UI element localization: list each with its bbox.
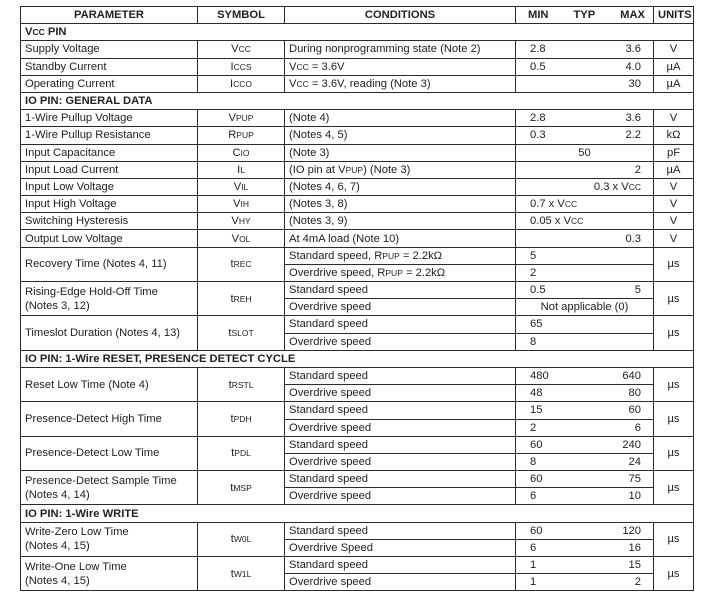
general-symbol: VPUP [198,110,285,127]
vcc-units: µA [654,58,694,75]
reset-timing-conditions: Overdrive speed [285,385,516,402]
recovery-time-min: 2 [516,264,584,281]
reset-timing-units: µs [654,436,694,470]
general-units: V [654,213,694,230]
vcc-conditions: VCC = 3.6V [285,58,516,75]
general-data-section-row [21,92,694,109]
write-timing-conditions: Overdrive speed [285,574,516,591]
general-min [516,178,584,195]
recovery-time-conditions: Standard speed, RPUP = 2.2kΩ [285,247,516,264]
general-min [516,230,584,247]
vcc-max: 3.6 [584,41,654,58]
hold-off-time-symbol: tREH [198,282,285,316]
reset-timing-parameter: Presence-Detect Low Time [21,436,198,470]
general-max: 3.6 [584,110,654,127]
table-row [21,41,694,58]
reset-timing-conditions: Standard speed [285,436,516,453]
reset-timing-parameter: Presence-Detect Sample Time (Notes 4, 14) [21,471,198,505]
header-conditions: CONDITIONS [285,7,516,24]
timeslot-duration-conditions: Standard speed [285,316,516,333]
reset-timing-units: µs [654,471,694,505]
general-conditions: (IO pin at VPUP) (Note 3) [285,161,516,178]
vcc-max: 30 [584,75,654,92]
general-max: 2 [584,161,654,178]
reset-timing-conditions: Overdrive speed [285,419,516,436]
write-timing-parameter: Write-One Low Time (Notes 4, 15) [21,557,198,591]
reset-timing-units: µs [654,367,694,401]
general-units: V [654,196,694,213]
vcc-symbol: ICCO [198,75,285,92]
write-timing-symbol: tW0L [198,522,285,556]
hold-off-time-conditions: Standard speed [285,282,516,299]
reset-timing-max: 10 [584,488,654,505]
write-timing-conditions: Standard speed [285,522,516,539]
table-row [21,196,694,213]
general-conditions: (Note 4) [285,110,516,127]
write-timing-max: 15 [584,557,654,574]
general-units: kΩ [654,127,694,144]
general-symbol: CIO [198,144,285,161]
header-typ: TYP [573,9,596,22]
reset-timing-min: 6 [516,488,584,505]
general-parameter: 1-Wire Pullup Voltage [21,110,198,127]
write-timing-units: µs [654,522,694,556]
timeslot-duration-min: 65 [516,316,584,333]
vcc-pin-section-row [21,24,694,41]
reset-timing-min: 48 [516,385,584,402]
reset-timing-max: 6 [584,419,654,436]
table-row [21,282,694,299]
general-symbol: VIL [198,178,285,195]
write-timing-min: 1 [516,574,584,591]
timeslot-duration-min: 8 [516,333,584,350]
reset-timing-conditions: Standard speed [285,367,516,384]
general-max [584,213,654,230]
vcc-min [516,75,584,92]
write-timing-conditions: Overdrive Speed [285,539,516,556]
general-units: µA [654,161,694,178]
reset-timing-min: 60 [516,436,584,453]
general-max: 0.3 [584,230,654,247]
write-timing-min: 1 [516,557,584,574]
general-min: 0.05 x VCC [516,213,584,230]
table-row [21,144,694,161]
general-symbol: VHY [198,213,285,230]
vcc-parameter: Standby Current [21,58,198,75]
general-conditions: (Notes 3, 8) [285,196,516,213]
reset-timing-max: 80 [584,385,654,402]
reset-timing-units: µs [654,402,694,436]
hold-off-time-max: 5 [584,282,654,299]
header-parameter: PARAMETER [21,7,198,24]
table-row [21,436,694,453]
general-symbol: VOL [198,230,285,247]
reset-timing-max: 640 [584,367,654,384]
vcc-conditions: VCC = 3.6V, reading (Note 3) [285,75,516,92]
write-timing-conditions: Standard speed [285,557,516,574]
table-row [21,557,694,574]
reset-timing-conditions: Overdrive speed [285,488,516,505]
write-timing-symbol: tW1L [198,557,285,591]
general-min [516,161,584,178]
reset-timing-min: 2 [516,419,584,436]
general-parameter: Input Capacitance [21,144,198,161]
reset-timing-symbol: tPDL [198,436,285,470]
table-row [21,402,694,419]
general-conditions: (Notes 4, 6, 7) [285,178,516,195]
table-row [21,367,694,384]
table-body [21,24,694,591]
table-row [21,75,694,92]
vcc-min: 0.5 [516,58,584,75]
general-conditions: (Notes 4, 5) [285,127,516,144]
reset-timing-min: 8 [516,453,584,470]
timeslot-duration-max [584,333,654,350]
timeslot-duration-conditions: Overdrive speed [285,333,516,350]
reset-timing-max: 24 [584,453,654,470]
reset-presence-section-title: IO PIN: 1-Wire RESET, PRESENCE DETECT CYCLE [21,350,694,367]
table-row [21,247,694,264]
general-parameter: Switching Hysteresis [21,213,198,230]
general-parameter: 1-Wire Pullup Resistance [21,127,198,144]
write-timing-parameter: Write-Zero Low Time (Notes 4, 15) [21,522,198,556]
reset-timing-max: 60 [584,402,654,419]
recovery-time-min: 5 [516,247,584,264]
reset-timing-parameter: Presence-Detect High Time [21,402,198,436]
vcc-symbol: ICCS [198,58,285,75]
general-conditions: (Note 3) [285,144,516,161]
general-parameter: Input Low Voltage [21,178,198,195]
reset-timing-parameter: Reset Low Time (Note 4) [21,367,198,401]
table-row [21,110,694,127]
electrical-characteristics-table [20,6,694,591]
reset-timing-symbol: tPDH [198,402,285,436]
general-units: pF [654,144,694,161]
write-section-title: IO PIN: 1-Wire WRITE [21,505,694,522]
vcc-parameter: Supply Voltage [21,41,198,58]
reset-timing-conditions: Standard speed [285,402,516,419]
general-symbol: IL [198,161,285,178]
hold-off-time-not-applicable: Not applicable (0) [516,299,654,316]
hold-off-time-parameter: Rising-Edge Hold-Off Time (Notes 3, 12) [21,282,198,316]
table-row [21,161,694,178]
reset-timing-conditions: Overdrive speed [285,453,516,470]
vcc-symbol: VCC [198,41,285,58]
reset-presence-section-row [21,350,694,367]
header-min-typ-max [516,7,654,24]
table-row [21,471,694,488]
general-max: 0.3 x VCC [584,178,654,195]
general-max: 2.2 [584,127,654,144]
hold-off-time-conditions: Overdrive speed [285,299,516,316]
header-symbol: SYMBOL [198,7,285,24]
recovery-time-symbol: tREC [198,247,285,281]
vcc-max: 4.0 [584,58,654,75]
reset-timing-symbol: tRSTL [198,367,285,401]
hold-off-time-units: µs [654,282,694,316]
timeslot-duration-units: µs [654,316,694,350]
general-units: V [654,178,694,195]
general-data-section-title: IO PIN: GENERAL DATA [21,92,694,109]
general-symbol: VIH [198,196,285,213]
general-min: 2.8 [516,110,584,127]
hold-off-time-min: 0.5 [516,282,584,299]
general-units: V [654,110,694,127]
table-row [21,127,694,144]
recovery-time-conditions: Overdrive speed, RPUP = 2.2kΩ [285,264,516,281]
reset-timing-min: 15 [516,402,584,419]
general-conditions: (Notes 3, 9) [285,213,516,230]
table-row [21,522,694,539]
general-conditions: At 4mA load (Note 10) [285,230,516,247]
recovery-time-max [584,264,654,281]
reset-timing-conditions: Standard speed [285,471,516,488]
general-parameter: Output Low Voltage [21,230,198,247]
general-min: 0.7 x VCC [516,196,584,213]
general-min: 0.3 [516,127,584,144]
recovery-time-units: µs [654,247,694,281]
vcc-parameter: Operating Current [21,75,198,92]
write-timing-min: 60 [516,522,584,539]
table-row [21,230,694,247]
general-max [584,196,654,213]
timeslot-duration-symbol: tSLOT [198,316,285,350]
general-symbol: RPUP [198,127,285,144]
reset-timing-symbol: tMSP [198,471,285,505]
header-row [21,7,694,24]
vcc-units: µA [654,75,694,92]
table-row [21,213,694,230]
vcc-min: 2.8 [516,41,584,58]
header-min: MIN [528,9,549,22]
table-row [21,58,694,75]
write-timing-max: 2 [584,574,654,591]
header-max: MAX [620,9,645,22]
general-units: V [654,230,694,247]
recovery-time-parameter: Recovery Time (Notes 4, 11) [21,247,198,281]
reset-timing-max: 75 [584,471,654,488]
table-row [21,178,694,195]
write-timing-units: µs [654,557,694,591]
header-units: UNITS [654,7,694,24]
vcc-conditions: During nonprogramming state (Note 2) [285,41,516,58]
timeslot-duration-parameter: Timeslot Duration (Notes 4, 13) [21,316,198,350]
recovery-time-max [584,247,654,264]
write-timing-max: 16 [584,539,654,556]
reset-timing-min: 480 [516,367,584,384]
reset-timing-max: 240 [584,436,654,453]
vcc-units: V [654,41,694,58]
vcc-pin-section-title: VCC PIN [21,24,694,41]
reset-timing-min: 60 [516,471,584,488]
write-timing-max: 120 [584,522,654,539]
timeslot-duration-max [584,316,654,333]
write-section-row [21,505,694,522]
write-timing-min: 6 [516,539,584,556]
general-typ: 50 [516,144,654,161]
general-parameter: Input Load Current [21,161,198,178]
general-parameter: Input High Voltage [21,196,198,213]
table-row [21,316,694,333]
